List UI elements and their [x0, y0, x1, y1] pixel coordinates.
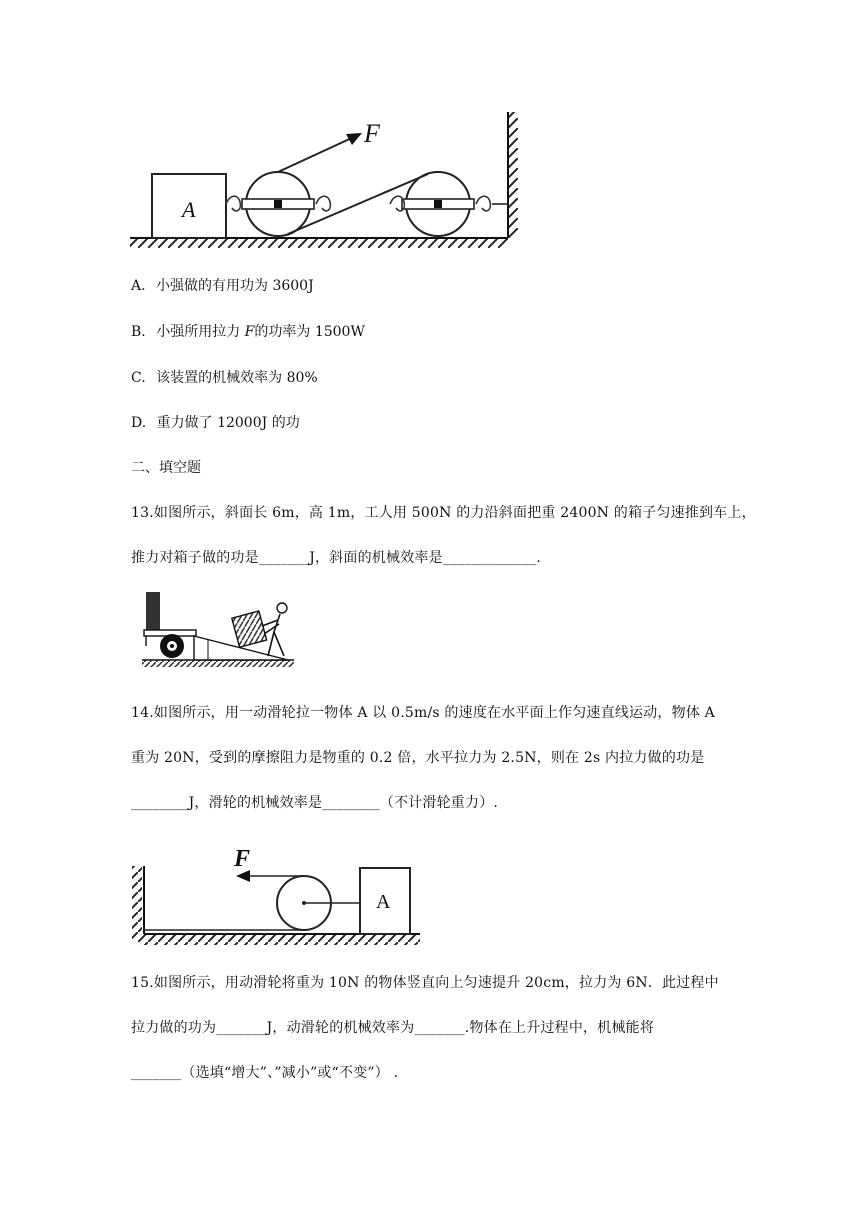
q13-line-2: 推力对箱子做的功是_______J，斜面的机械效率是_____________. [131, 550, 542, 566]
q13-line-1: 13.如图所示，斜面长 6m，高 1m，工人用 500N 的力沿斜面把重 2400N 的箱子匀速推到车上， [131, 505, 756, 521]
q14-line-2: 重为 20N，受到的摩擦阻力是物重的 0.2 倍，水平拉力为 2.5N，则在 2s 内拉力做的功是 [131, 750, 705, 766]
section-title: 二、填空题 [131, 460, 201, 476]
q15-line-2: 拉力做的功为_______J，动滑轮的机械效率为_______.物体在上升过程中，机械能将 [131, 1020, 655, 1036]
option-a: A. 小强做的有用功为 3600J [131, 278, 314, 294]
block-a-label-2: A [376, 891, 391, 913]
force-f-label-2: F [234, 846, 251, 872]
option-d: D. 重力做了 12000J 的功 [131, 415, 300, 431]
pulley-system-figure [128, 108, 520, 250]
incline-ramp-figure [138, 584, 298, 672]
option-c: C. 该装置的机械效率为 80% [131, 370, 318, 386]
q15-line-1: 15.如图所示，用动滑轮将重为 10N 的物体竖直向上匀速提升 20cm，拉力为 6N．此过程中 [131, 975, 719, 991]
q14-line-1: 14.如图所示，用一动滑轮拉一物体 A 以 0.5m/s 的速度在水平面上作匀速直线运动，物体 A [131, 705, 715, 721]
force-f-label: F [364, 119, 380, 148]
option-b: B. 小强所用拉力 F的功率为 1500W [131, 324, 365, 340]
q14-line-3: ________J，滑轮的机械效率是________（不计滑轮重力）. [131, 795, 499, 811]
block-a-label: A [182, 197, 196, 222]
q15-line-3: _______（选填“增大”、”减小”或“不变”） . [131, 1065, 399, 1081]
moving-pulley-figure [128, 842, 424, 952]
